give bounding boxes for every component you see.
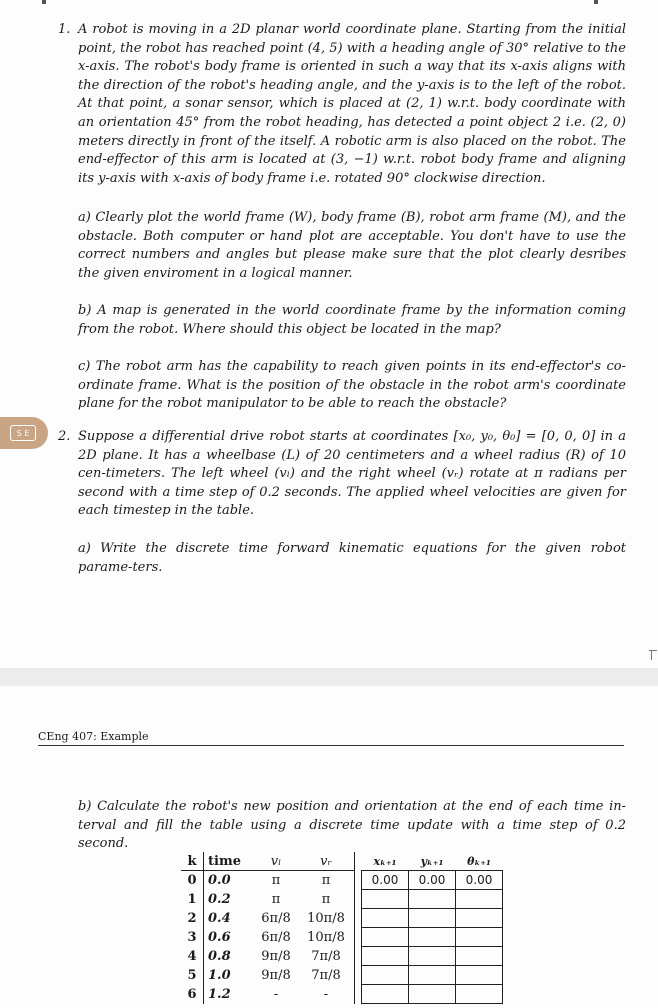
cell-vl: 9π/8 — [261, 948, 291, 964]
corner-mark-vertical — [651, 650, 652, 660]
cell-y[interactable] — [409, 909, 456, 928]
cell-x[interactable]: 0.00 — [362, 871, 409, 890]
cell-spacer — [355, 871, 362, 890]
cell-x[interactable] — [362, 909, 409, 928]
col-k: k — [181, 852, 204, 871]
cell-x[interactable] — [362, 890, 409, 909]
cell-vl: π — [271, 891, 281, 907]
table-row — [181, 928, 503, 947]
cell-vr: - — [300, 985, 355, 1004]
cell-vl: - — [273, 986, 279, 1002]
cell-vr: π — [300, 871, 355, 890]
cell-theta[interactable] — [456, 890, 503, 909]
table-row — [181, 890, 503, 909]
col-spacer — [355, 852, 362, 871]
col-vl: vₗ — [252, 852, 300, 871]
col-vr: vᵣ — [300, 852, 355, 871]
cell-vr: 10π/8 — [300, 928, 355, 947]
cell-vl: π — [271, 872, 281, 888]
cell-theta[interactable] — [456, 909, 503, 928]
cell-vr: 7π/8 — [300, 966, 355, 985]
cell-time: 0.8 — [208, 948, 231, 964]
cell-y[interactable] — [409, 928, 456, 947]
cell-y[interactable] — [409, 966, 456, 985]
cell-vl: 6π/8 — [261, 910, 291, 926]
cell-vl: 9π/8 — [261, 967, 291, 983]
side-badge[interactable] — [0, 417, 48, 449]
table-row — [181, 947, 503, 966]
cell-theta[interactable]: 0.00 — [456, 871, 503, 890]
cell-k: 4 — [181, 947, 204, 966]
header-rule — [38, 745, 624, 746]
cell-y[interactable] — [409, 947, 456, 966]
question-2a: a) Write the discrete time forward kinematic equations for the given robot parame-ters. — [78, 541, 626, 575]
col-time: time — [204, 852, 253, 871]
page-header: CEng 407: Example — [38, 730, 149, 743]
cell-vr: 10π/8 — [300, 909, 355, 928]
table-row — [181, 985, 503, 1004]
cell-theta[interactable] — [456, 947, 503, 966]
cell-time: 1.0 — [208, 967, 231, 983]
question-1-text: A robot is moving in a 2D planar world coordinate plane. Starting from the initial point, the robot has reached point (4, 5) with a heading angle of 30° relative to the x-axis. The robot's body frame is oriented in such a way that its x-axis aligns with the direction of the robot's heading angle, and the y-axis is to the left of the robot. At that point, a sonar sensor, which is placed at (2, 1) w.r.t. body coordinate with an orientation 45° from the robot heading, has detected a point object 2 i.e. (2, 0) meters directly in front of the itself. A robotic arm is also placed on the robot. The end-effector of this arm is located at (3, −1) w.r.t. robot body frame and aligning its y-axis with x-axis of body frame i.e. rotated 90° clockwise direction. — [78, 22, 626, 186]
book-icon: S E — [10, 425, 36, 441]
question-2 — [58, 428, 626, 521]
question-2-number: 2. — [58, 429, 71, 444]
col-theta: θₖ₊₁ — [467, 854, 491, 868]
cell-k: 6 — [181, 985, 204, 1004]
table-header-row — [181, 852, 503, 871]
question-1 — [58, 21, 626, 188]
cell-k: 5 — [181, 966, 204, 985]
cell-theta[interactable] — [456, 966, 503, 985]
cell-k: 2 — [181, 909, 204, 928]
cell-x[interactable] — [362, 985, 409, 1004]
question-1c: c) The robot arm has the capability to reach given points in its end-effector's co-ordinate frame. What is the position of the obstacle in the robot arm's coordinate plane for the robot manipulator to be able to reach the obstacle? — [78, 359, 626, 412]
cell-spacer — [355, 985, 362, 1004]
cell-k: 3 — [181, 928, 204, 947]
cell-spacer — [355, 928, 362, 947]
cell-vl: 6π/8 — [261, 929, 291, 945]
col-x: xₖ₊₁ — [373, 854, 397, 868]
table-body — [181, 871, 503, 1004]
cell-vr: π — [300, 890, 355, 909]
cell-y[interactable] — [409, 985, 456, 1004]
cell-x[interactable] — [362, 928, 409, 947]
cell-time: 0.4 — [208, 910, 231, 926]
velocity-table — [181, 852, 503, 1004]
question-2-text: Suppose a differential drive robot starts at coordinates [x₀, y₀, θ₀] = [0, 0, 0] in a 2D plane. It has a wheelbase (L) of 20 centimeters and a wheel radius (R) of 10 cen-timeters. The left wheel (vₗ) and the right wheel (vᵣ) rotate at π radians per second with a time step of 0.2 seconds. The applied wheel velocities are given for each timestep in the table. — [78, 429, 626, 519]
cell-spacer — [355, 966, 362, 985]
question-2b: b) Calculate the robot's new position and orientation at the end of each time in-terval and fill the table using a discrete time update with a time step of 0.2 second. — [78, 799, 626, 852]
cell-y[interactable]: 0.00 — [409, 871, 456, 890]
cell-time: 0.0 — [208, 872, 231, 888]
cell-spacer — [355, 890, 362, 909]
cell-k: 0 — [181, 871, 204, 890]
cell-x[interactable] — [362, 966, 409, 985]
cell-theta[interactable] — [456, 985, 503, 1004]
question-1a: a) Clearly plot the world frame (W), body frame (B), robot arm frame (M), and the obstacle. Both computer or hand plot are acceptable. You don't have to use the correct numbers and angles but please make sure that the plot clearly desribes the given enviroment in a logical manner. — [78, 210, 626, 281]
question-1b: b) A map is generated in the world coordinate frame by the information coming from the robot. Where should this object be located in the map? — [78, 303, 626, 337]
cell-theta[interactable] — [456, 928, 503, 947]
col-y: yₖ₊₁ — [420, 854, 444, 868]
top-mark-left — [42, 0, 46, 4]
cell-time: 0.2 — [208, 891, 231, 907]
question-1-number: 1. — [58, 22, 71, 37]
cell-time: 0.6 — [208, 929, 231, 945]
table-row — [181, 966, 503, 985]
cell-vr: 7π/8 — [300, 947, 355, 966]
cell-x[interactable] — [362, 947, 409, 966]
cell-y[interactable] — [409, 890, 456, 909]
cell-spacer — [355, 947, 362, 966]
page-gap — [0, 668, 658, 686]
cell-spacer — [355, 909, 362, 928]
table-row — [181, 871, 503, 890]
table-row — [181, 909, 503, 928]
cell-k: 1 — [181, 890, 204, 909]
cell-time: 1.2 — [208, 986, 231, 1002]
top-mark-right — [594, 0, 598, 4]
